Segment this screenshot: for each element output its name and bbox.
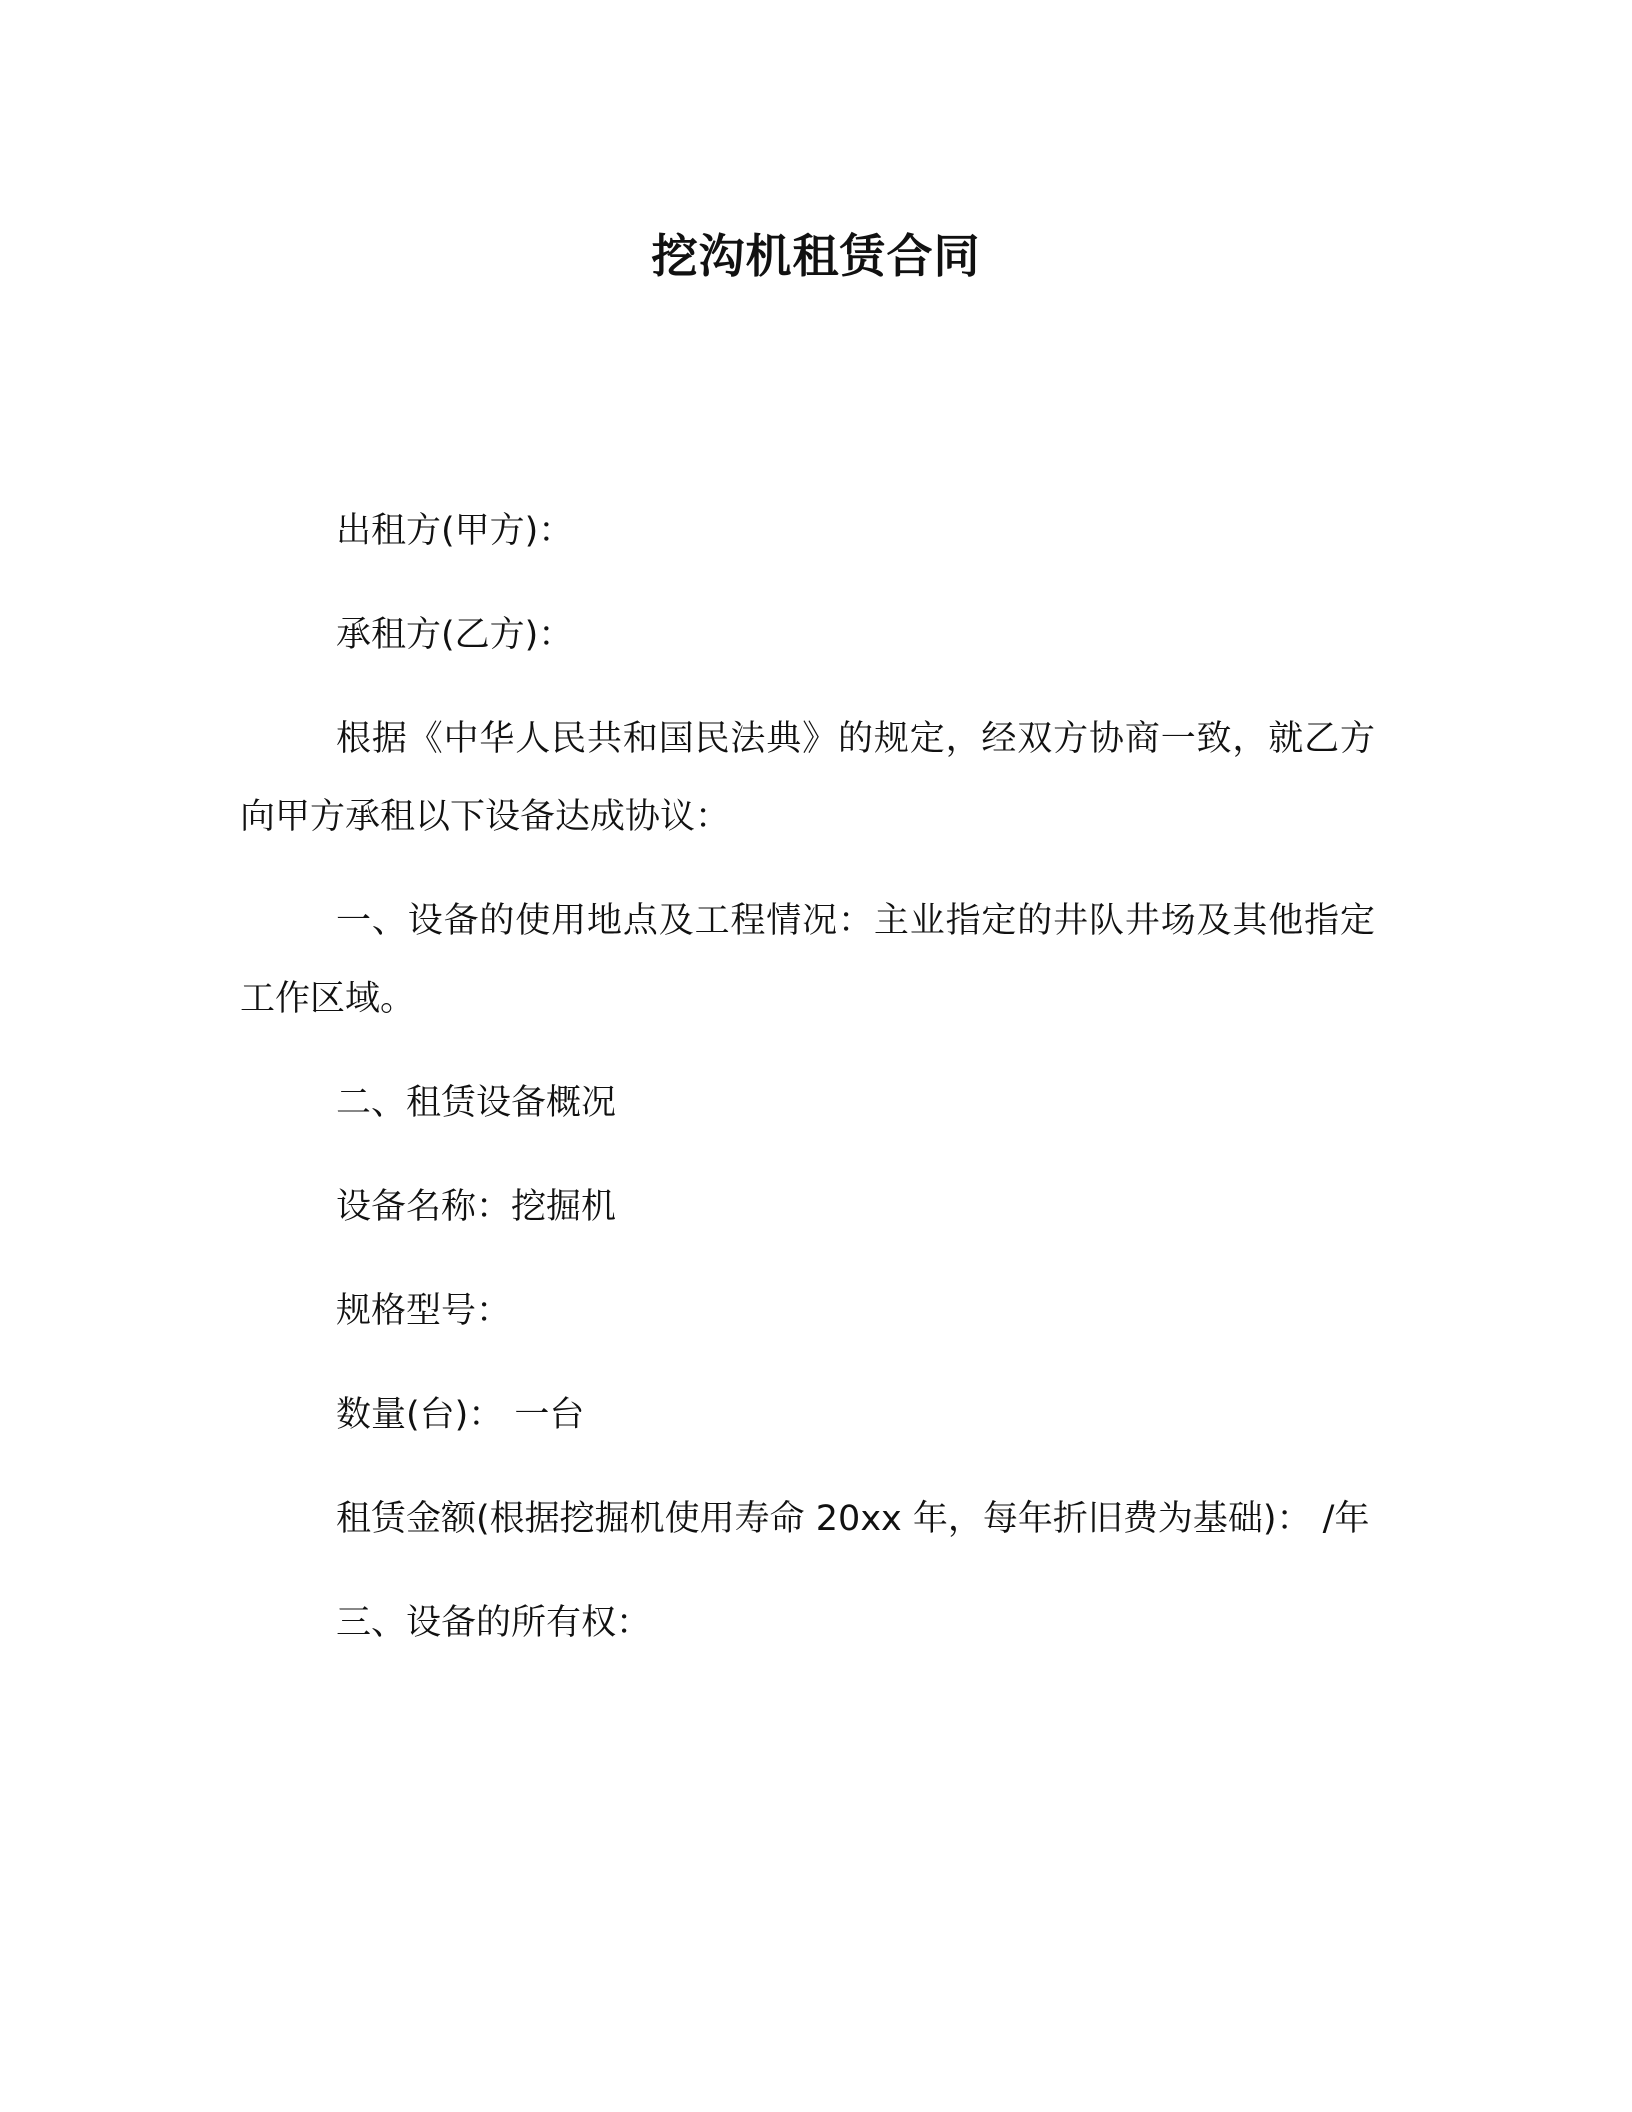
quantity-line: 数量(台)： 一台 bbox=[336, 1395, 585, 1435]
document-title: 挖沟机租赁合同 bbox=[651, 229, 981, 283]
clause-2-heading: 二、租赁设备概况 bbox=[336, 1083, 617, 1123]
clause-3-ownership: 三、设备的所有权： bbox=[336, 1603, 652, 1643]
lessor-line: 出租方(甲方)： bbox=[336, 511, 574, 551]
clause-1-location: 一、设备的使用地点及工程情况：主业指定的井队井场及其他指定工作区域。 bbox=[240, 901, 1375, 1019]
model-spec-line: 规格型号： bbox=[336, 1291, 512, 1331]
document-body bbox=[240, 492, 1375, 1688]
rental-amount-line: 租赁金额(根据挖掘机使用寿命 20xx 年，每年折旧费为基础)： /年 bbox=[336, 1499, 1370, 1539]
equipment-name-line: 设备名称：挖掘机 bbox=[336, 1187, 617, 1227]
lessee-line: 承租方(乙方)： bbox=[336, 615, 574, 655]
preamble-paragraph: 根据《中华人民共和国民法典》的规定，经双方协商一致，就乙方向甲方承租以下设备达成协议： bbox=[240, 719, 1375, 837]
